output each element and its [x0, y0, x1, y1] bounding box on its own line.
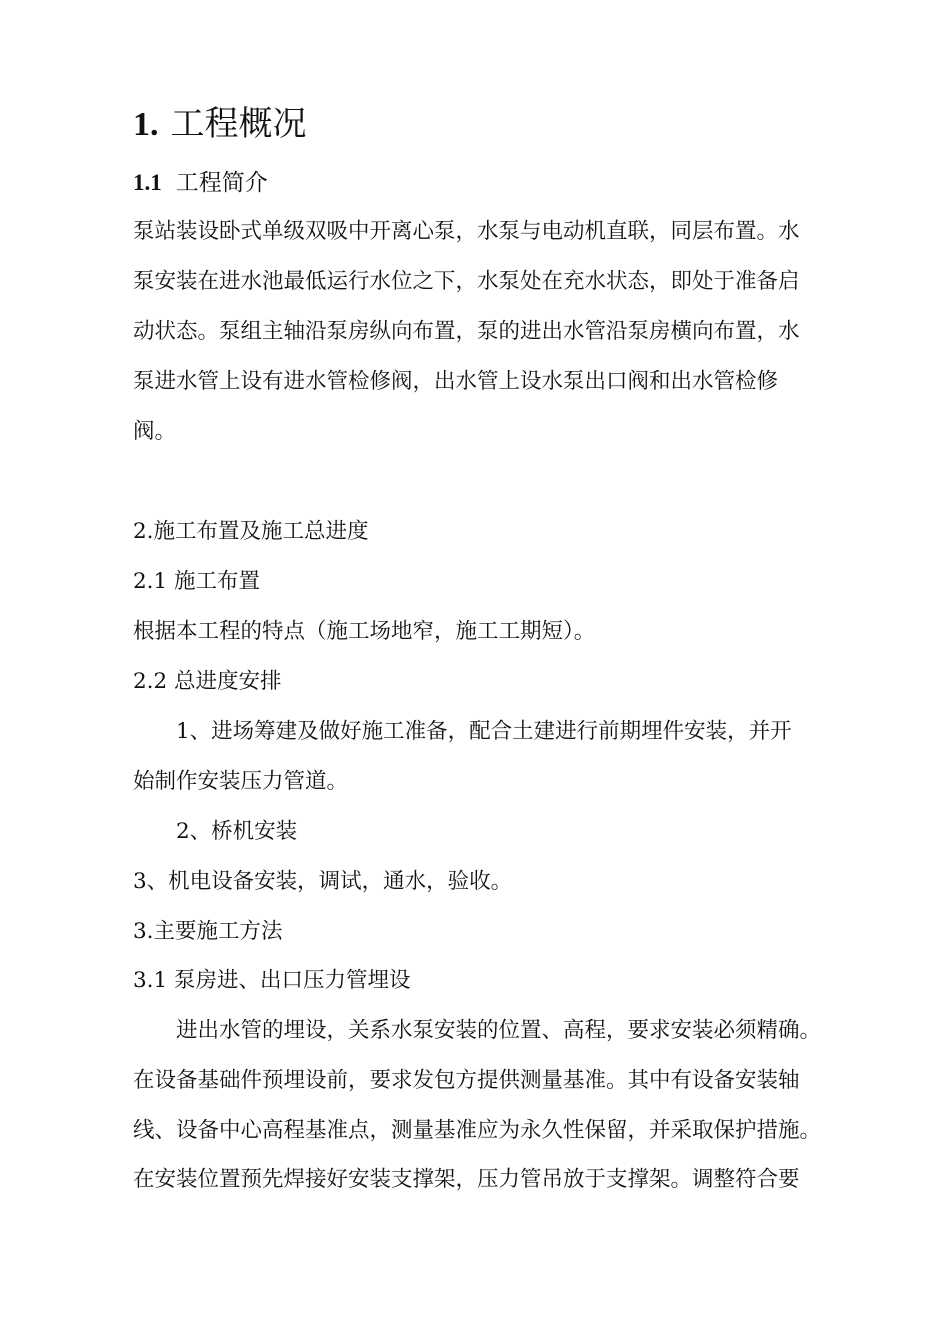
section-2-1-text: 根据本工程的特点（施工场地窄，施工工期短）。 — [133, 619, 596, 644]
heading-2-number: 1.1 — [133, 170, 162, 195]
schedule-item-2: 2、桥机安装 — [176, 819, 298, 844]
intro-line: 动状态。泵组主轴沿泵房纵向布置，泵的进出水管沿泵房横向布置，水 — [133, 319, 800, 344]
section-3-1-title: 3.1 泵房进、出口压力管埋设 — [133, 968, 411, 993]
heading-1-text: 工程概况 — [170, 104, 307, 144]
heading-2-text: 工程简介 — [175, 170, 268, 196]
heading-1 — [133, 104, 307, 145]
method-paragraph-line: 在设备基础件预埋设前，要求发包方提供测量基准。其中有设备安装轴 — [133, 1068, 800, 1093]
schedule-item-1: 1、进场筹建及做好施工准备，配合土建进行前期埋件安装，并开 — [176, 719, 792, 744]
intro-line: 泵进水管上设有进水管检修阀，出水管上设水泵出口阀和出水管检修 — [133, 369, 779, 394]
intro-line: 泵安装在进水池最低运行水位之下，水泵处在充水状态，即处于准备启 — [133, 269, 800, 294]
schedule-item-3: 3、机电设备安装，调试，通水，验收。 — [133, 869, 513, 894]
method-paragraph-line: 在安装位置预先焊接好安装支撑架，压力管吊放于支撑架。调整符合要 — [133, 1167, 800, 1192]
schedule-item-1-continued: 始制作安装压力管道。 — [133, 769, 349, 794]
section-2-title: 2.施工布置及施工总进度 — [133, 519, 369, 544]
method-paragraph-line: 进出水管的埋设，关系水泵安装的位置、高程，要求安装必须精确。 — [176, 1018, 822, 1043]
section-2-2-title: 2.2 总进度安排 — [133, 669, 282, 694]
intro-line: 泵站装设卧式单级双吸中开离心泵，水泵与电动机直联，同层布置。水 — [133, 219, 800, 244]
heading-2 — [133, 168, 268, 198]
section-3-title: 3.主要施工方法 — [133, 919, 283, 944]
heading-1-number: 1. — [133, 106, 159, 143]
intro-line: 阀。 — [133, 419, 177, 444]
method-paragraph-line: 线、设备中心高程基准点，测量基准应为永久性保留，并采取保护措施。 — [133, 1118, 822, 1143]
section-2-1-title: 2.1 施工布置 — [133, 569, 261, 594]
